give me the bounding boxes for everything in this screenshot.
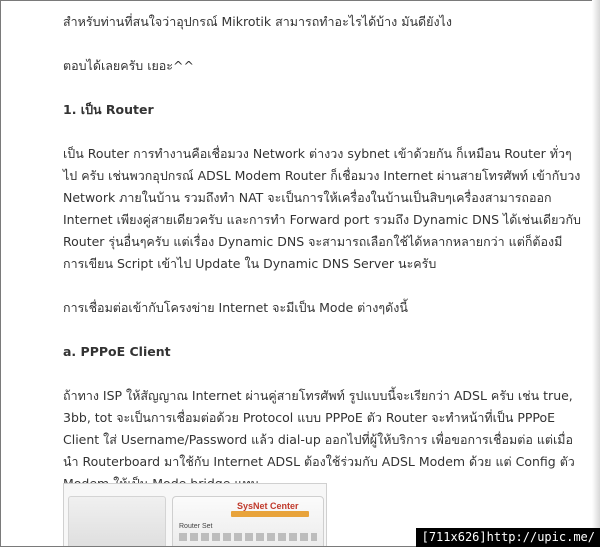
article-body xyxy=(63,11,583,517)
connection-modes-paragraph: การเชื่อมต่อเข้ากับโครงข่าย Internet จะมีเป็น Mode ต่างๆดังนี้ xyxy=(63,300,408,315)
router-device-image xyxy=(172,496,324,547)
pppoe-description-paragraph: ถ้าทาง ISP ให้สัญญาณ Internet ผ่านคู่สายโทรศัพท์ รูปแบบนี้จะเรียกว่า ADSL ครับ เช่น true, 3bb, tot จะเป็นการเชื่อมต่อด้วย Protocol แบบ PPPoE ตัว Router จะทำหน้าที่เป็น PPPoE Client ใส่ Username/Password แล้ว dial-up ออกไปที่ผู้ให้บริการ เพื่อขอการเชื่อมต่อ แต่เมื่อนำ Routerboard มาใช้กับ Internet ADSL ต้องใช้ร่วมกับ ADSL Modem ด้วย แต่ Config ตัว xyxy=(63,388,575,469)
brand-logo-bar xyxy=(231,511,309,517)
device-ports xyxy=(179,533,317,541)
page-edge-shadow xyxy=(592,0,600,547)
intro-paragraph: สำหรับท่านที่สนใจว่าอุปกรณ์ Mikrotik สามารถทำอะไรได้บ้าง มันดียังไง xyxy=(63,14,452,29)
section-heading-router: 1. เป็น Router xyxy=(63,102,154,117)
upic-watermark: [711x626]http://upic.me/ xyxy=(416,528,600,547)
section-heading-pppoe: a. PPPoE Client xyxy=(63,344,171,359)
router-device-back xyxy=(68,496,166,547)
answer-paragraph: ตอบได้เลยครับ เยอะ^^ xyxy=(63,58,194,73)
router-description-paragraph: เป็น Router การทำงานคือเชื่อมวง Network ต่างวง sybnet เข้าด้วยกัน ก็เหมือน Router ทั่วๆไป ครับ เช่นพวกอุปกรณ์ ADSL Modem Router ก็เชื่อมวง Internet ผ่านสายโทรศัพท์ เข้ากับวง Network ภายในบ้าน รวมถึงทำ NAT จะเป็นการให้เครื่องในบ้านเป็นสิบๆเครื่องสามารถออก Internet เพียงคู่สายเดียวครับ และการทำ Forward port รวมถึง Dynamic DNS ได้เช่นเดียวกับ Router รุ่นอื่นๆครับ แต่เรื่อง Dynamic DNS จะสามารถเลือกใช้ได้หลากหลายกว่า แต่ก็ต้องมีการเขียน Script เข้าไป Update ใน Dynamic DNS Server นะครับ xyxy=(63,146,581,271)
product-image xyxy=(63,483,327,547)
brand-logo: SysNet Center xyxy=(237,501,299,511)
device-label: Router Set xyxy=(179,523,213,530)
